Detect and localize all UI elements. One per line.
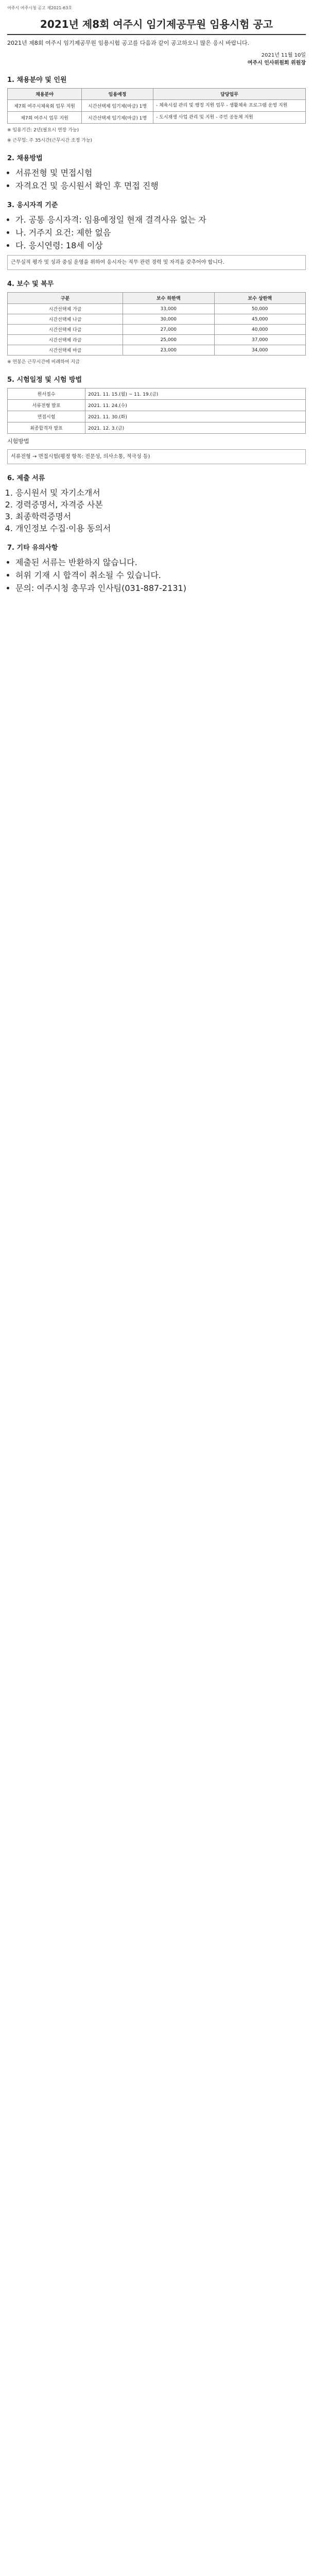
cell: 시간선택제 다급: [8, 325, 123, 335]
list-item: • 허위 기재 시 합격이 취소될 수 있습니다.: [15, 569, 306, 581]
table-row: [8, 335, 306, 345]
value-cell: 2021. 11. 24.(수): [85, 400, 306, 411]
label-cell: 최종합격자 발표: [8, 422, 85, 434]
list-item: • 서류전형 및 면접시험: [15, 166, 306, 178]
section-title: 4. 보수 및 복무: [7, 280, 54, 288]
list-item: 2. 경력증명서, 자격증 사본: [15, 498, 306, 510]
label-cell: 서류전형 발표: [8, 400, 85, 411]
list-item: • 문의: 여주시청 총무과 인사팀(031-887-2131): [15, 582, 306, 594]
cell: 50,000: [214, 304, 305, 314]
qualification-box: 근무실적 평가 및 성과 중심 운영을 위하여 응시자는 직무 관련 경력 및 자격을 갖추어야 합니다.: [7, 255, 306, 270]
label-cell: 면접시험: [8, 411, 85, 422]
table-row: [8, 388, 306, 400]
th-max: 보수 상한액: [214, 293, 305, 304]
method-list: [7, 166, 306, 191]
section-qualification: [7, 199, 306, 270]
section-method: [7, 152, 306, 191]
cell-plan: 시간선택제 임기제(마급) 1명: [82, 100, 153, 112]
cell: 34,000: [214, 345, 305, 355]
cell-plan: 시간선택제 임기제(마급) 1명: [82, 112, 153, 124]
section-notes: [7, 542, 306, 594]
top-note: 여주시 여주시청 공고 제2021-63호: [7, 6, 73, 10]
cell: 45,000: [214, 314, 305, 325]
cell: 시간선택제 나급: [8, 314, 123, 325]
value-cell: 2021. 11. 15.(월) ~ 11. 19.(금): [85, 388, 306, 400]
salary-table: [7, 292, 306, 355]
list-item: 4. 개인정보 수집·이용 동의서: [15, 522, 306, 534]
table-row: [8, 100, 306, 112]
section-recruitment: [7, 74, 306, 144]
recruitment-table: [7, 88, 306, 124]
table-row: [8, 422, 306, 434]
schedule-table: [7, 388, 306, 434]
list-item: 3. 최종학력증명서: [15, 510, 306, 522]
section-title: 2. 채용방법: [7, 155, 43, 162]
list-item: • 다. 응시연령: 18세 이상: [15, 239, 306, 251]
th-plan: 임용예정: [82, 89, 153, 100]
table-row: [8, 325, 306, 335]
section-title: 6. 제출 서류: [7, 474, 45, 482]
cell: 37,000: [214, 335, 305, 345]
qualification-list: [7, 213, 306, 251]
th-type: 구분: [8, 293, 123, 304]
page-container: [7, 0, 306, 637]
issuer: 여주시 인사위원회 위원장: [247, 60, 306, 66]
table-row: [8, 411, 306, 422]
value-cell: 2021. 12. 3.(금): [85, 422, 306, 434]
cell: 시간선택제 마급: [8, 345, 123, 355]
section-title: 5. 시험일정 및 시험 방법: [7, 376, 82, 384]
spacer: [7, 596, 306, 637]
list-item: • 나. 거주지 요건: 제한 없음: [15, 226, 306, 238]
page-title: 2021년 제8회 여주시 임기제공무원 임용시험 공고: [7, 16, 306, 35]
cell: 시간선택제 가급: [8, 304, 123, 314]
list-item: • 가. 공통 응시자격: 임용예정일 현재 결격사유 없는 자: [15, 213, 306, 225]
table-row: [8, 400, 306, 411]
section-title: 3. 응시자격 기준: [7, 201, 58, 209]
cell: 27,000: [123, 325, 214, 335]
method-title: 시험방법: [7, 438, 29, 445]
label-cell: 원서접수: [8, 388, 85, 400]
th-tasks: 담당업무: [153, 89, 306, 100]
table-row: [8, 314, 306, 325]
th-field: 채용분야: [8, 89, 82, 100]
section-title: 7. 기타 유의사항: [7, 544, 58, 552]
cell-tasks: - 도시재생 사업 관리 및 지원 - 주민 공동체 지원: [153, 112, 306, 124]
note: ※ 임용기간: 2년(필요시 연장 가능): [7, 128, 79, 133]
notes-list: [7, 556, 306, 594]
cell: 40,000: [214, 325, 305, 335]
cell-field: 제7회 여주시 업무 지원: [8, 112, 82, 124]
table-row: [8, 304, 306, 314]
list-item: • 자격요건 및 응시원서 확인 후 면접 진행: [15, 179, 306, 191]
cell-tasks: - 체육시설 관리 및 행정 지원 업무 - 생활체육 프로그램 운영 지원: [153, 100, 306, 112]
section-documents: [7, 472, 306, 534]
cell: 33,000: [123, 304, 214, 314]
salary-note: ※ 연봉은 근무시간에 비례하여 지급: [7, 360, 80, 365]
note: ※ 근무일: 주 35시간(근무시간 조정 가능): [7, 138, 93, 143]
cell-field: 제7회 여주시체육회 업무 지원: [8, 100, 82, 112]
table-row: [8, 345, 306, 355]
th-min: 보수 하한액: [123, 293, 214, 304]
list-item: 1. 응시원서 및 자기소개서: [15, 486, 306, 498]
method-desc: 서류전형 → 면접시험(평정 항목: 전문성, 의사소통, 적극성 등): [7, 449, 306, 464]
documents-list: [7, 486, 306, 534]
lead-text: 2021년 제8회 여주시 임기제공무원 임용시험 공고를 다음과 같이 공고하오니 많은 응시 바랍니다.: [7, 40, 250, 46]
section-salary: [7, 278, 306, 366]
cell: 25,000: [123, 335, 214, 345]
cell: 23,000: [123, 345, 214, 355]
cell: 시간선택제 라급: [8, 335, 123, 345]
section-title: 1. 채용분야 및 인원: [7, 76, 67, 84]
date-line: 2021년 11월 10일 여주시 인사위원회 위원장: [7, 50, 306, 66]
section-schedule: [7, 374, 306, 464]
value-cell: 2021. 11. 30.(화): [85, 411, 306, 422]
table-row: [8, 112, 306, 124]
list-item: • 제출된 서류는 반환하지 않습니다.: [15, 556, 306, 568]
cell: 30,000: [123, 314, 214, 325]
